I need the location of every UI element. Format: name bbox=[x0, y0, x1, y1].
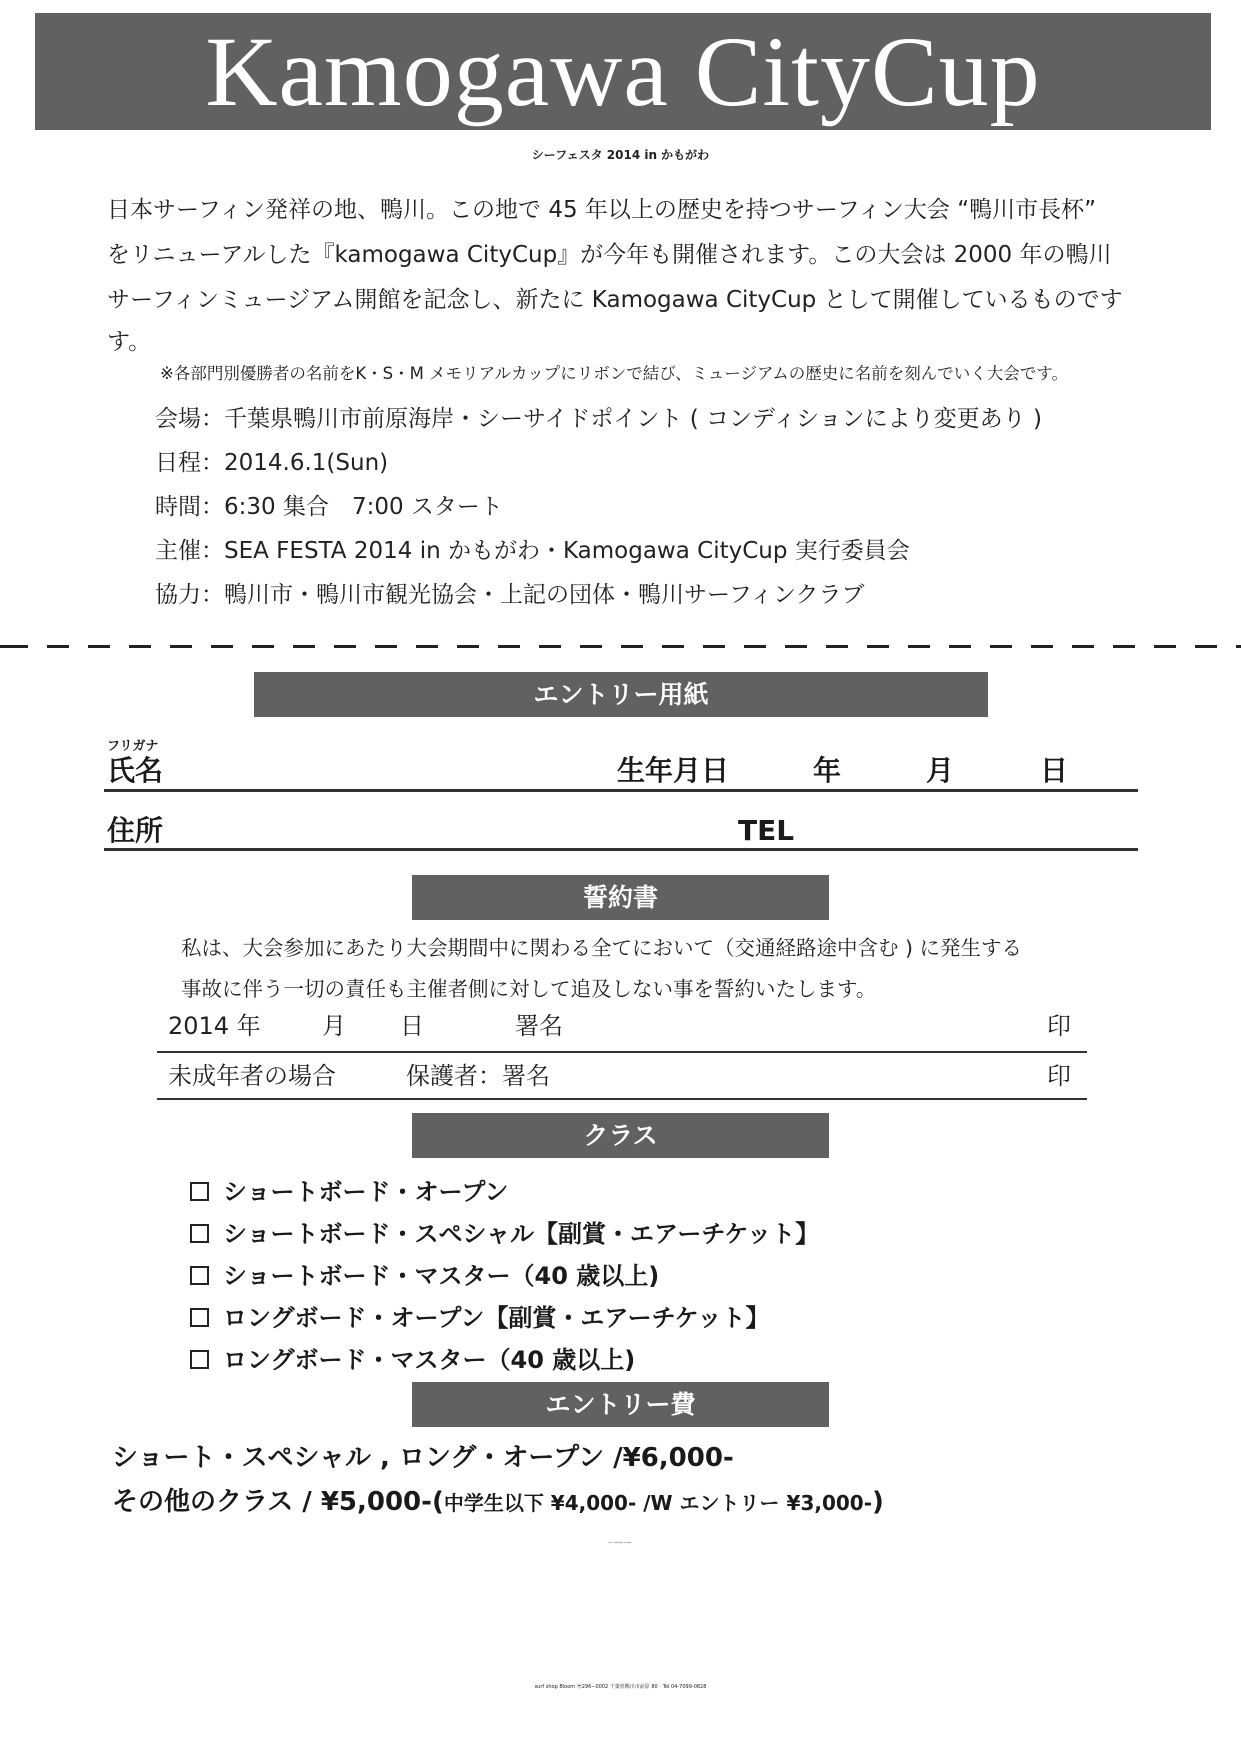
birthdate-label: 生年月日 bbox=[617, 754, 730, 787]
class-label: ショートボード・スペシャル【副賞・エアーチケット】 bbox=[223, 1220, 820, 1248]
guardian-signature-label: 保護者：署名 bbox=[406, 1062, 550, 1090]
fee-other-main: その他のクラス / ¥5,000-( bbox=[112, 1487, 444, 1517]
detail-venue: 会場：千葉県鴨川市前原海岸・シーサイドポイント ( コンディションにより変更あり ) bbox=[155, 406, 1042, 432]
detail-cooperation: 協力：鴨川市・鴨川市観光協会・上記の団体・鴨川サーフィンクラブ bbox=[155, 582, 865, 608]
detail-time: 時間：6:30 集合 7:00 スタート bbox=[155, 494, 503, 520]
minor-label: 未成年者の場合 bbox=[168, 1062, 336, 1090]
checkbox[interactable] bbox=[190, 1308, 209, 1327]
pledge-heading: 誓約書 bbox=[412, 875, 829, 920]
class-label: ショートボード・マスター（40 歳以上) bbox=[223, 1262, 660, 1290]
sign-year: 2014 年 bbox=[168, 1012, 261, 1040]
guardian-field-line[interactable] bbox=[157, 1098, 1087, 1100]
fee-heading: エントリー費 bbox=[412, 1382, 829, 1427]
sign-month: 月 bbox=[322, 1012, 346, 1040]
birth-day-label: 日 bbox=[1040, 754, 1069, 787]
intro-note: ※各部門別優勝者の名前をK・S・M メモリアルカップにリボンで結び、ミュージアムの歴史に名前を刻んでいく大会です。 bbox=[160, 364, 1068, 383]
class-label: ショートボード・オープン bbox=[223, 1178, 509, 1206]
detail-organizer: 主催：SEA FESTA 2014 in かもがわ・Kamogawa CityCup 実行委員会 bbox=[155, 538, 910, 564]
intro-line: サーフィンミュージアム開館を記念し、新たに Kamogawa CityCup として開催しているものです bbox=[107, 287, 1123, 313]
checkbox[interactable] bbox=[190, 1266, 209, 1285]
pledge-text: 事故に伴う一切の責任も主催者側に対して追及しない事を誓約いたします。 bbox=[181, 977, 877, 1001]
class-label: ロングボード・マスター（40 歳以上) bbox=[223, 1346, 636, 1374]
signature-label: 署名 bbox=[515, 1012, 563, 1040]
detail-date: 日程：2014.6.1(Sun) bbox=[155, 450, 389, 476]
class-option-short-master[interactable] bbox=[190, 1259, 659, 1293]
fee-discounts: 中学生以下 ¥4,000- /W エントリー ¥3,000- bbox=[443, 1491, 873, 1515]
title-banner bbox=[35, 13, 1211, 130]
entry-form-heading: エントリー用紙 bbox=[254, 672, 988, 717]
tel-label: TEL bbox=[738, 814, 795, 847]
checkbox[interactable] bbox=[190, 1224, 209, 1243]
class-option-short-special[interactable] bbox=[190, 1217, 819, 1251]
birth-month-label: 月 bbox=[926, 754, 955, 787]
fee-line-special: ショート・スペシャル , ロング・オープン /¥6,000- bbox=[112, 1443, 734, 1473]
address-field-line[interactable] bbox=[104, 848, 1138, 851]
class-option-short-open[interactable] bbox=[190, 1175, 508, 1209]
class-option-long-open[interactable] bbox=[190, 1301, 769, 1335]
name-field-line[interactable] bbox=[104, 789, 1138, 792]
envelope-warning bbox=[0, 1720, 1241, 1746]
deadline-note: 各クラスとも定員になり次第、〆切らせて頂きます bbox=[609, 1543, 632, 1544]
apply-to-label bbox=[0, 1630, 1241, 1650]
intro-line: す。 bbox=[107, 329, 152, 355]
class-option-long-master[interactable] bbox=[190, 1343, 635, 1377]
pledge-text: 私は、大会参加にあたり大会期間中に関わる全てにおいて（交通経路途中含む ) に発生する bbox=[181, 936, 1023, 960]
class-heading: クラス bbox=[412, 1113, 829, 1158]
intro-line: 日本サーフィン発祥の地、鴨川。この地で 45 年以上の歴史を持つサーフィン大会 “鴨川市長杯” bbox=[107, 197, 1097, 223]
name-label: 氏名 bbox=[107, 754, 164, 787]
event-subtitle: シーフェスタ 2014 in かもがわ bbox=[531, 148, 710, 162]
checkbox[interactable] bbox=[190, 1350, 209, 1369]
contact-info: surf shop Bloom 〶296−0002 千葉県鴨川市前原 80 Tel 04-7099-0828 bbox=[534, 1684, 707, 1690]
intro-line: をリニューアルした『kamogawa CityCup』が今年も開催されます。この大会は 2000 年の鴨川 bbox=[107, 242, 1112, 268]
fee-line-other bbox=[112, 1484, 884, 1521]
checkbox[interactable] bbox=[190, 1182, 209, 1201]
address-label: 住所 bbox=[107, 814, 164, 847]
seal-mark: 印 bbox=[1047, 1062, 1071, 1090]
cut-line-divider bbox=[0, 645, 1241, 648]
sign-day: 日 bbox=[400, 1012, 424, 1040]
signature-field-line[interactable] bbox=[157, 1051, 1087, 1053]
birth-year-label: 年 bbox=[813, 754, 842, 787]
payment-instruction bbox=[0, 1586, 1241, 1614]
event-title: Kamogawa CityCup bbox=[205, 16, 1041, 127]
seal-mark: 印 bbox=[1047, 1012, 1071, 1040]
furigana-label: フリガナ bbox=[107, 739, 159, 754]
fee-close-paren: ) bbox=[872, 1487, 884, 1517]
class-label: ロングボード・オープン【副賞・エアーチケット】 bbox=[223, 1304, 770, 1332]
